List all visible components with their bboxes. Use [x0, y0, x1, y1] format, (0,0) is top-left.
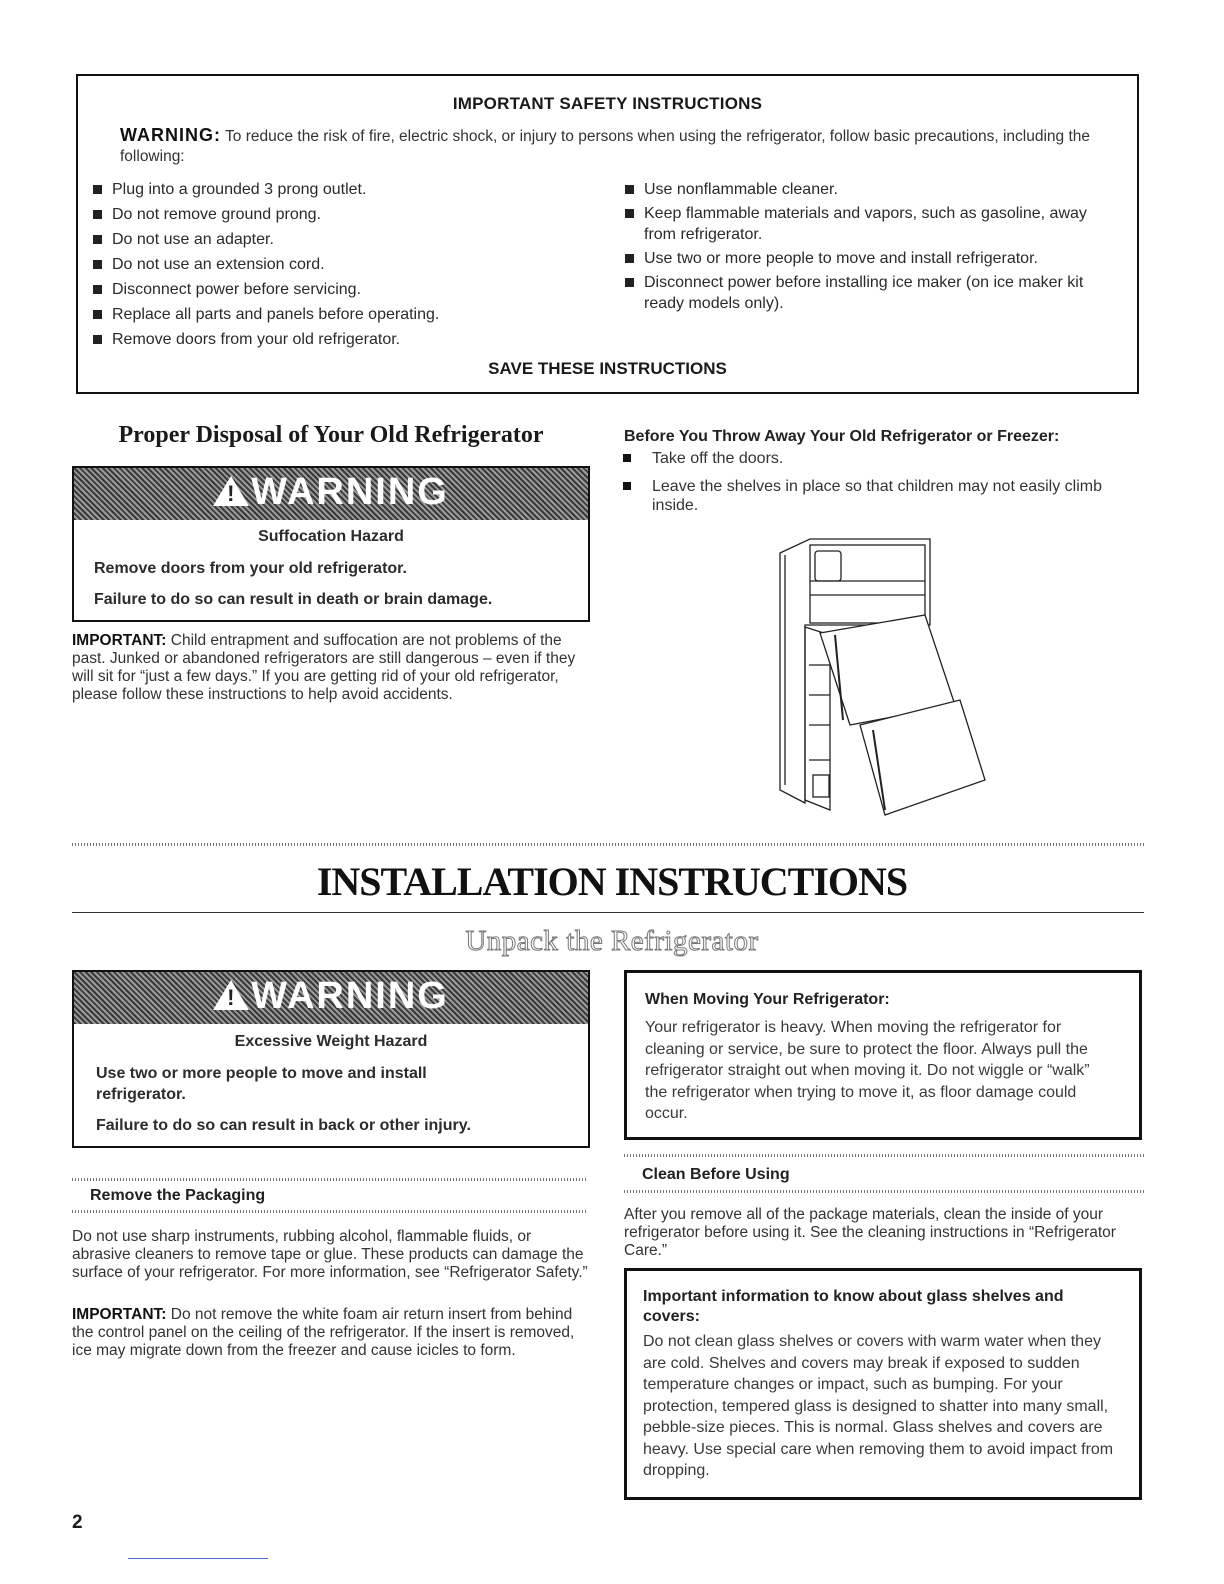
- list-item: Keep flammable materials and vapors, such as gasoline, away from refrigerator.: [622, 203, 1122, 245]
- important-text: Do not remove the white foam air return insert from behind the control panel on the ceiling of the refrigerator. If the insert is removed, ice may migrate down from the freezer and cause icicles to form.: [72, 1306, 575, 1359]
- glass-text: Do not clean glass shelves or covers with warm water when they are cold. Shelves and covers may break if exposed to sudden temperature changes or impact, such as bumping. For your protection, tempered glass is designed to shatter into many small, pebble-size pieces. This is normal. Glass shelves and covers are heavy. Use special care when removing them to avoid impact from dropping.: [643, 1333, 1114, 1479]
- list-item: Take off the doors.: [620, 449, 1120, 468]
- list-item: Remove doors from your old refrigerator.: [90, 329, 560, 350]
- list-item: Replace all parts and panels before operating.: [90, 304, 560, 325]
- before-throw-list: [620, 449, 1120, 515]
- warning-word: WARNING:: [120, 125, 221, 145]
- list-item: Do not use an adapter.: [90, 229, 560, 250]
- warning-triangle-icon: !: [213, 980, 249, 1010]
- divider: [72, 843, 1144, 846]
- list-item: Disconnect power before installing ice maker (on ice maker kit ready models only).: [622, 272, 1122, 314]
- warning-line-2: Failure to do so can result in back or other injury.: [96, 1117, 471, 1134]
- divider: [624, 1154, 1144, 1157]
- hazard-title: Suffocation Hazard: [258, 528, 404, 545]
- warning-banner: [74, 468, 588, 520]
- hazard-title: Excessive Weight Hazard: [234, 1033, 428, 1050]
- refrigerator-illustration: [775, 535, 990, 820]
- page-number: 2: [72, 1512, 83, 1533]
- ice-tray: [815, 551, 841, 581]
- important-label: IMPORTANT:: [72, 632, 167, 649]
- moving-heading: When Moving Your Refrigerator:: [645, 991, 890, 1008]
- warning-word: WARNING: [251, 975, 449, 1017]
- important-text: Child entrapment and suffocation are not problems of the past. Junked or abandoned refrigerators are still dangerous – even if they will sit for “just a few days.” If you are getting rid of your old refrigerator, please follow these instructions to help avoid accidents.: [72, 632, 576, 703]
- warning-banner: [74, 972, 588, 1024]
- packaging-text: Do not use sharp instruments, rubbing alcohol, flammable fluids, or abrasive cleaners to remove tape or glue. These products can damage the surface of your refrigerator. For more information, see “Refrigerator Safety.”: [72, 1228, 588, 1281]
- moving-text: Your refrigerator is heavy. When moving the refrigerator for cleaning or service, be sure to protect the floor. Always pull the refrigerator straight out when moving it. Do not wiggle or “walk” the refrigerator when trying to move it, as floor damage could occur.: [645, 1019, 1090, 1122]
- warning-line-1: Remove doors from your old refrigerator.: [94, 560, 407, 577]
- list-item: Do not use an extension cord.: [90, 254, 560, 275]
- before-throw-heading: Before You Throw Away Your Old Refrigerator or Freezer:: [624, 428, 1060, 445]
- installation-title: INSTALLATION INSTRUCTIONS: [316, 859, 908, 904]
- safety-title: IMPORTANT SAFETY INSTRUCTIONS: [452, 94, 763, 113]
- freezer-compartment: [810, 545, 925, 623]
- glass-heading: Important information to know about glass shelves and covers:: [643, 1288, 1064, 1325]
- glass-info-box: [624, 1268, 1142, 1500]
- list-item: Leave the shelves in place so that children may not easily climb inside.: [620, 477, 1120, 515]
- packaging-important: [72, 1306, 588, 1360]
- packaging-heading: Remove the Packaging: [90, 1187, 266, 1204]
- list-item: Use two or more people to move and install refrigerator.: [622, 248, 1122, 269]
- weight-warning-box: [72, 970, 590, 1148]
- warning-text: To reduce the risk of fire, electric shock, or injury to persons when using the refrigerator, follow basic precautions, including the following:: [120, 128, 1091, 165]
- save-instructions: SAVE THESE INSTRUCTIONS: [488, 359, 727, 378]
- important-label: IMPORTANT:: [72, 1306, 167, 1323]
- suffocation-warning-box: [72, 466, 590, 622]
- safety-warning: [120, 125, 1130, 167]
- footer-line: [128, 1558, 268, 1559]
- clean-text: After you remove all of the package materials, clean the inside of your refrigerator before using it. See the cleaning instructions in “Refrigerator Care.”: [624, 1206, 1116, 1259]
- divider: [72, 1210, 588, 1213]
- safety-list-right: [622, 179, 1122, 314]
- clean-heading: Clean Before Using: [642, 1166, 790, 1183]
- list-item: Do not remove ground prong.: [90, 204, 560, 225]
- divider: [72, 1178, 588, 1181]
- disposal-heading: Proper Disposal of Your Old Refrigerator: [118, 422, 544, 448]
- moving-box: [624, 970, 1142, 1140]
- warning-label: [74, 471, 588, 514]
- warning-label: [74, 975, 588, 1018]
- divider: [72, 912, 1144, 913]
- list-item: Disconnect power before servicing.: [90, 279, 560, 300]
- safety-instructions-box: [76, 74, 1139, 394]
- unpack-subtitle: Unpack the Refrigerator: [465, 925, 759, 957]
- divider: [624, 1190, 1144, 1193]
- warning-line-2: Failure to do so can result in death or brain damage.: [94, 591, 493, 608]
- warning-line-1: Use two or more people to move and install refrigerator.: [96, 1065, 427, 1103]
- disposal-important: [72, 632, 588, 704]
- warning-triangle-icon: !: [213, 476, 249, 506]
- list-item: Use nonflammable cleaner.: [622, 179, 1122, 200]
- warning-word: WARNING: [251, 471, 449, 513]
- fridge-interior: [805, 627, 830, 810]
- safety-list-left: [90, 179, 560, 350]
- crisper-drawer: [813, 775, 829, 797]
- list-item: Plug into a grounded 3 prong outlet.: [90, 179, 560, 200]
